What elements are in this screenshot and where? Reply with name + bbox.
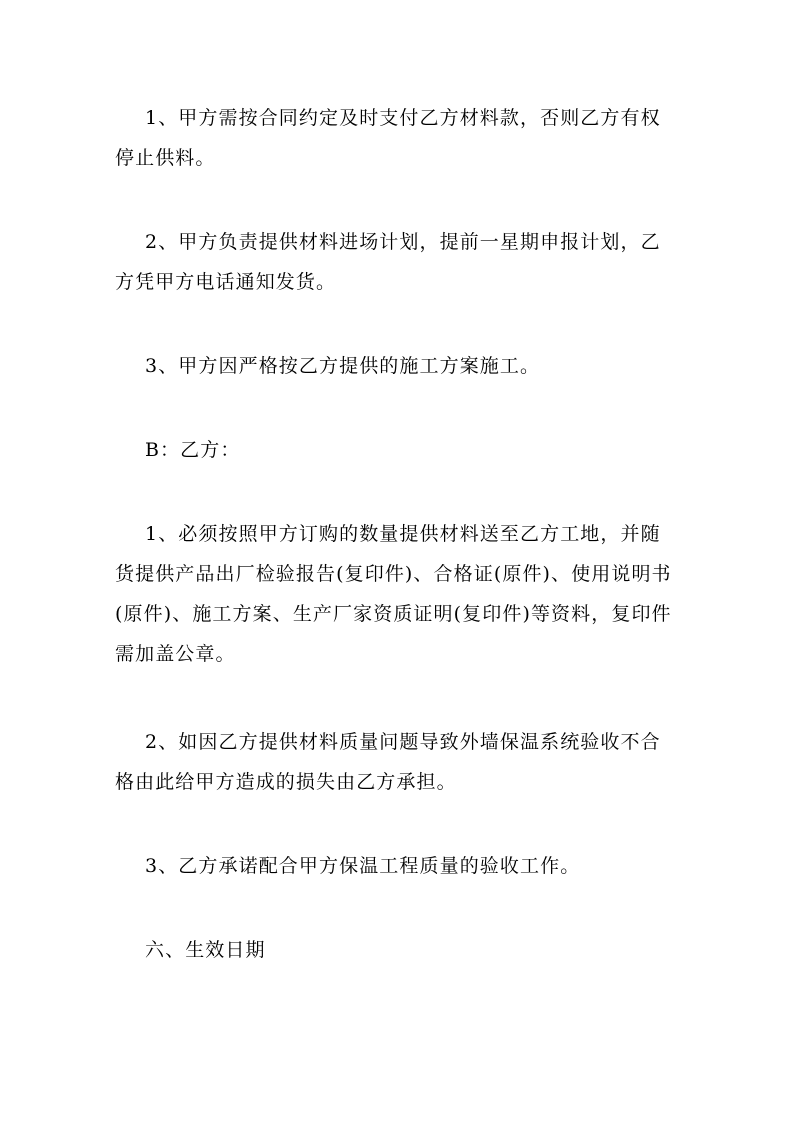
section-heading-party-b: B：乙方： xyxy=(145,439,241,461)
section-heading-effective-date: 六、生效日期 xyxy=(145,939,266,961)
paragraph-party-b-clause-2: 2、如因乙方提供材料质量问题导致外墙保温系统验收不合格由此给甲方造成的损失由乙方承担。 xyxy=(115,731,661,793)
paragraph-party-a-clause-1: 1、甲方需按合同约定及时支付乙方材料款，否则乙方有权停止供料。 xyxy=(115,107,661,169)
paragraph-party-b-clause-1: 1、必须按照甲方订购的数量提供材料送至乙方工地，并随货提供产品出厂检验报告(复印件)、合格证(原件)、使用说明书(原件)、施工方案、生产厂家资质证明(复印件)等资料，复印件需加盖公章。 xyxy=(115,523,672,665)
paragraph-party-a-clause-3: 3、甲方因严格按乙方提供的施工方案施工。 xyxy=(145,355,541,377)
paragraph-party-a-clause-2: 2、甲方负责提供材料进场计划，提前一星期申报计划，乙方凭甲方电话通知发货。 xyxy=(115,231,661,293)
paragraph-party-b-clause-3: 3、乙方承诺配合甲方保温工程质量的验收工作。 xyxy=(145,855,581,877)
